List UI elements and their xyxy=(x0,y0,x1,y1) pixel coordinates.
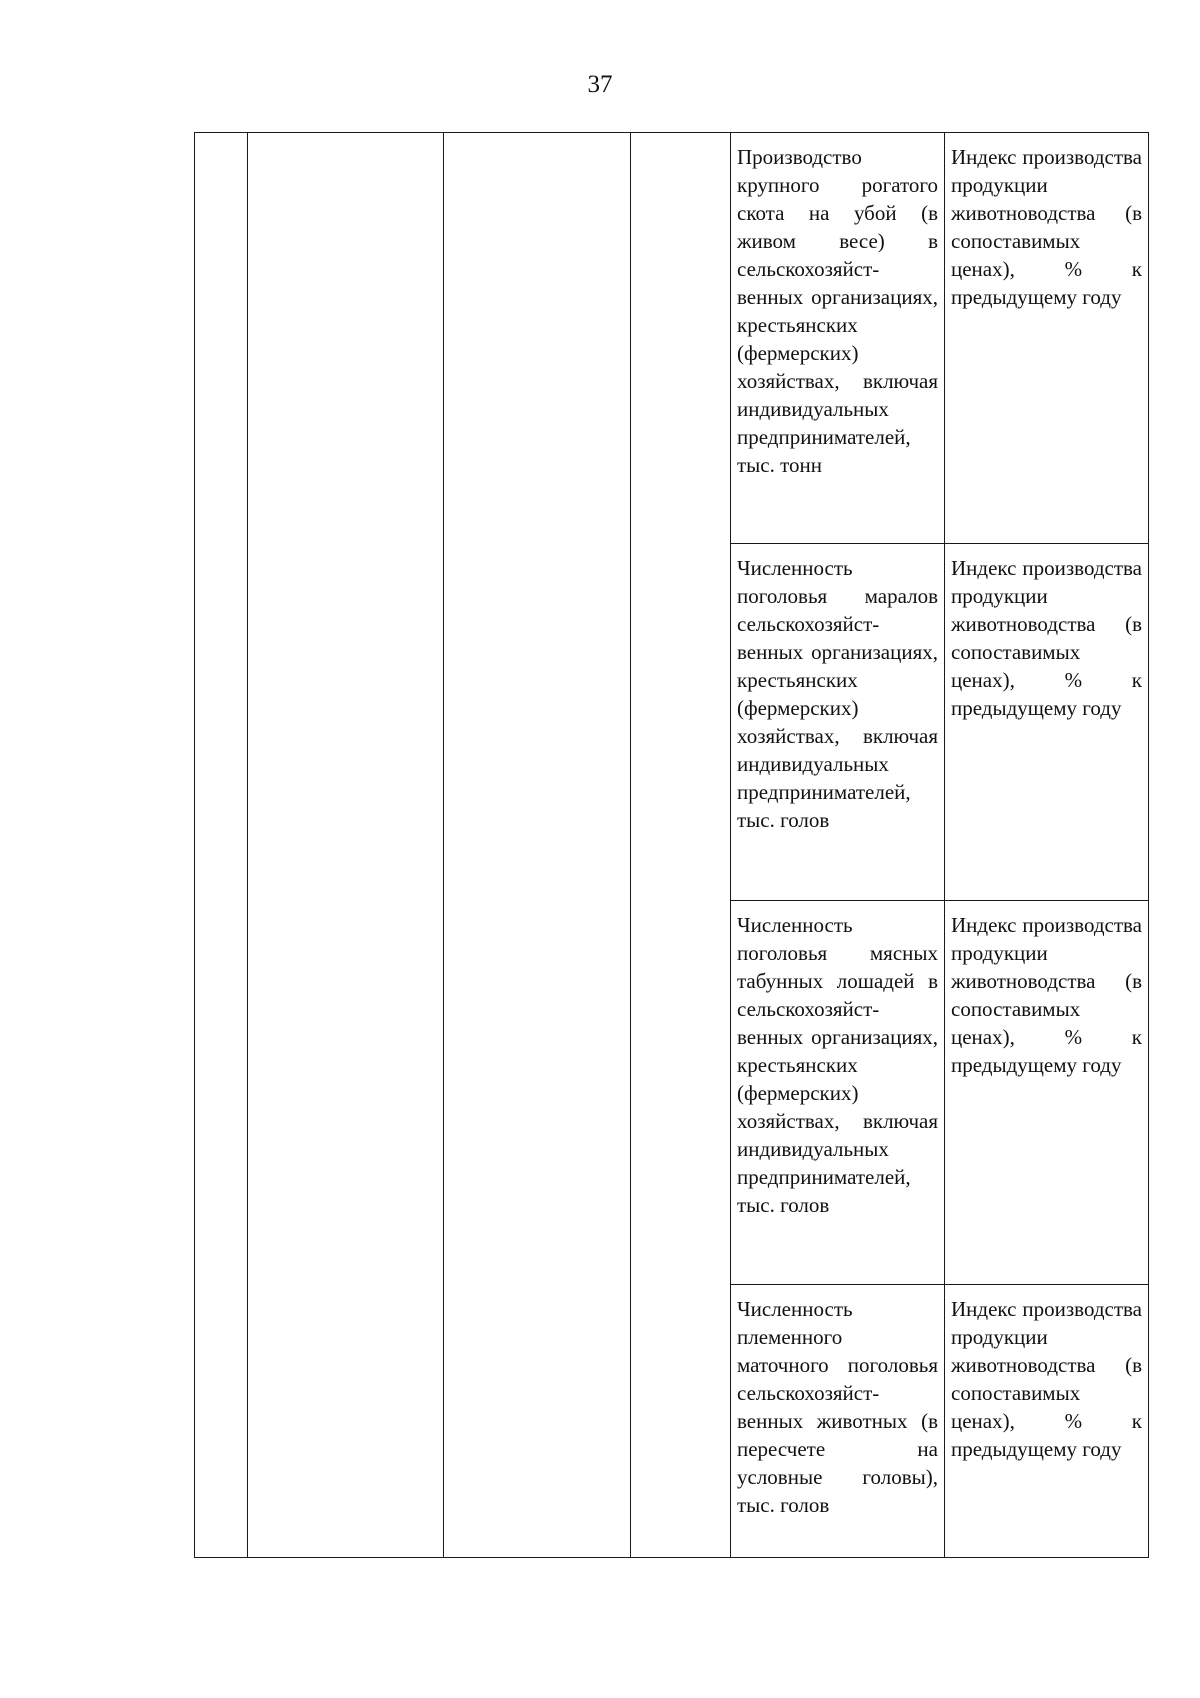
table-cell-empty-4 xyxy=(631,133,731,1558)
target-cell xyxy=(945,901,1149,1285)
indicator-cell xyxy=(731,133,945,544)
target-cell xyxy=(945,1285,1149,1558)
table-cell-empty-2 xyxy=(248,133,444,1558)
target-text: Индекс производства продукции животноводства (в сопоставимых ценах), % к предыдущему году xyxy=(951,556,1142,720)
indicator-text: Производство крупного рогатого скота на убой (в живом весе) в сельскохозяйст-венных организациях, крестьянских (фермерских) хозяйствах, включая индивидуальных предпринимателей, тыс. тонн xyxy=(737,145,938,477)
table-row xyxy=(195,133,1149,544)
target-text: Индекс производства продукции животноводства (в сопоставимых ценах), % к предыдущему году xyxy=(951,913,1142,1077)
table-cell-empty-3 xyxy=(444,133,631,1558)
target-text: Индекс производства продукции животноводства (в сопоставимых ценах), % к предыдущему году xyxy=(951,1297,1142,1461)
indicator-text: Численность поголовья маралов сельскохозяйст-венных организациях, крестьянских (фермерских) хозяйствах, включая индивидуальных предпринимателей, тыс. голов xyxy=(737,556,938,832)
indicator-cell xyxy=(731,544,945,901)
indicator-cell xyxy=(731,1285,945,1558)
indicator-text: Численность племенного маточного поголовья сельскохозяйст-венных животных (в пересчете на условные головы), тыс. голов xyxy=(737,1297,938,1517)
indicator-cell xyxy=(731,901,945,1285)
indicator-text: Численность поголовья мясных табунных лошадей в сельскохозяйст-венных организациях, крестьянских (фермерских) хозяйствах, включая индивидуальных предпринимателей, тыс. голов xyxy=(737,913,938,1217)
page-number: 37 xyxy=(587,71,613,98)
target-text: Индекс производства продукции животноводства (в сопоставимых ценах), % к предыдущему году xyxy=(951,145,1142,309)
table-cell-empty-1 xyxy=(195,133,248,1558)
indicators-table xyxy=(194,132,1149,1558)
target-cell xyxy=(945,133,1149,544)
target-cell xyxy=(945,544,1149,901)
